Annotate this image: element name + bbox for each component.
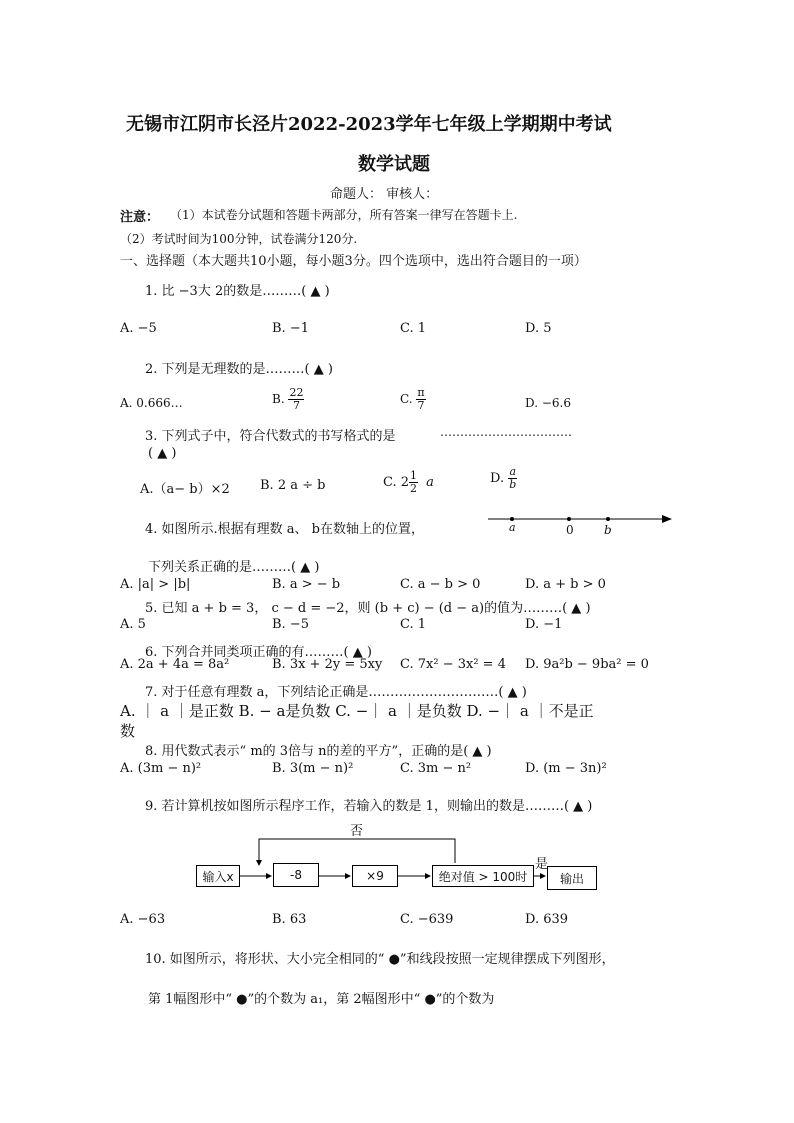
q3-c-fraction (409, 470, 418, 495)
q3-answer-mark: ( ▲ ) (148, 446, 177, 461)
q2-option-a: A. 0.666… (120, 396, 183, 410)
q10-line-1: 10. 如图所示，将形状、大小完全相同的“ ●”和线段按照一定规律摆成下列图形， (145, 952, 615, 967)
q6-option-b: B. 3x + 2y = 5xy (272, 657, 383, 672)
q3-option-b: B. 2 a ÷ b (260, 478, 326, 493)
q3-d-den: b (509, 478, 517, 491)
q8-stem: 8. 用代数式表示“ m的 3倍与 n的差的平方”，正确的是( ▲ ) (145, 744, 492, 759)
q2-b-den: 7 (292, 399, 300, 412)
q8-option-a: A. (3m − n)² (120, 761, 202, 776)
q3-c-num: 1 (410, 469, 418, 482)
q2-c-fraction (416, 387, 425, 412)
q3-c-tail: a (426, 475, 434, 490)
flow-minus-box: -8 (273, 863, 319, 887)
q3-option-c (383, 470, 434, 495)
q7-stem: 7. 对于任意有理数 a，下列结论正确是…………………………( ▲ ) (145, 685, 527, 700)
q2-option-c (400, 387, 426, 412)
q2-b-fraction (288, 387, 304, 412)
q6-option-a: A. 2a + 4a = 8a² (120, 657, 230, 672)
q5-option-d: D. −1 (525, 617, 563, 632)
q2-c-label: C. (400, 392, 413, 406)
point-b (606, 517, 610, 521)
q8-option-b: B. 3(m − n)² (272, 761, 354, 776)
flow-no-label: 否 (350, 824, 364, 839)
q9-option-c: C. −639 (400, 912, 454, 927)
q1-option-d: D. 5 (525, 321, 552, 336)
q6-option-d: D. 9a²b − 9ba² = 0 (525, 657, 649, 672)
q3-c-label: C. 2 (383, 475, 410, 490)
q4-stem: 4. 如图所示.根据有理数 a、 b在数轴上的位置， (145, 522, 425, 537)
q3-option-a: A.（a− b）×2 (140, 482, 230, 497)
q2-stem: 2. 下列是无理数的是………( ▲ ) (145, 362, 333, 377)
q2-c-den: 7 (417, 399, 425, 412)
q1-option-b: B. −1 (272, 321, 309, 336)
q10-line-2: 第 1幅图形中“ ●”的个数为 a₁，第 2幅图形中“ ●”的个数为 (148, 992, 495, 1007)
q4-option-d: D. a + b > 0 (525, 577, 606, 592)
q5-option-c: C. 1 (400, 617, 427, 632)
q3-stem: 3. 下列式子中，符合代数式的书写格式的是 (145, 429, 396, 444)
flow-condition-box: 绝对值 > 100时 (432, 865, 534, 887)
q7-options-tail: 数 (120, 722, 136, 740)
flow-times-box: ×9 (352, 865, 398, 887)
q6-stem: 6. 下列合并同类项正确的有………( ▲ ) (145, 645, 372, 660)
q8-option-d: D. (m − 3n)² (525, 761, 607, 776)
q9-stem: 9. 若计算机按如图所示程序工作，若输入的数是 1，则输出的数是………( ▲ ) (145, 799, 593, 814)
q5-stem: 5. 已知 a + b = 3， c − d = −2，则 (b + c) − (d − a)的值为………( ▲ ) (145, 601, 591, 616)
point-0 (567, 517, 571, 521)
notice-2: （2）考试时间为100分钟，试卷满分120分. (120, 232, 358, 246)
page-title: 无锡市江阴市长泾片2022-2023学年七年级上学期期中考试 (126, 114, 612, 135)
q9-option-a: A. −63 (120, 912, 166, 927)
q1-option-c: C. 1 (400, 321, 427, 336)
q2-option-b (272, 387, 304, 412)
q8-option-c: C. 3m − n² (400, 761, 472, 776)
q4-option-c: C. a − b > 0 (400, 577, 481, 592)
q3-d-fraction (508, 466, 517, 491)
q3-option-d (490, 466, 517, 491)
q2-option-d: D. −6.6 (525, 396, 571, 410)
flow-output-box: 输出 (547, 866, 597, 890)
q4-option-a: A. |a| > |b| (120, 577, 191, 592)
q1-stem: 1. 比 −3大 2的数是………( ▲ ) (145, 284, 330, 299)
q5-option-a: A. 5 (120, 617, 146, 632)
q4-option-b: B. a > − b (272, 577, 341, 592)
section-heading: 一、选择题（本大题共10小题，每小题3分。四个选项中，选出符合题目的一项） (120, 254, 587, 269)
q2-c-num: π (417, 386, 425, 399)
q1-option-a: A. −5 (120, 321, 157, 336)
notice-1: （1）本试卷分试题和答题卡两部分，所有答案一律写在答题卡上. (170, 208, 518, 222)
q3-d-label: D. (490, 471, 505, 486)
q7-options: A. ｜ a ｜是正数 B. − a是负数 C. −｜ a ｜是负数 D. −｜ a ｜不是正 (120, 702, 594, 720)
notice-label: 注意： (120, 210, 160, 225)
q3-dots: …………………………… (440, 425, 572, 439)
q9-option-b: B. 63 (272, 912, 307, 927)
page-subtitle: 数学试题 (358, 154, 430, 175)
axis-label-a: a (509, 521, 516, 534)
q3-c-den: 2 (410, 482, 418, 495)
q6-option-c: C. 7x² − 3x² = 4 (400, 657, 506, 672)
flow-yes-label: 是 (535, 857, 549, 872)
axis-label-b: b (604, 523, 612, 537)
q2-b-label: B. (272, 392, 285, 406)
q5-option-b: B. −5 (272, 617, 309, 632)
q3-d-num: a (509, 465, 517, 478)
q4-stem-2: 下列关系正确的是………( ▲ ) (148, 560, 320, 575)
flow-input-box: 输入x (196, 865, 240, 887)
q2-b-num: 22 (289, 386, 304, 399)
q9-option-d: D. 639 (525, 912, 569, 927)
authors-line: 命题人： 审核人： (330, 187, 439, 202)
axis-label-0: 0 (566, 523, 574, 537)
